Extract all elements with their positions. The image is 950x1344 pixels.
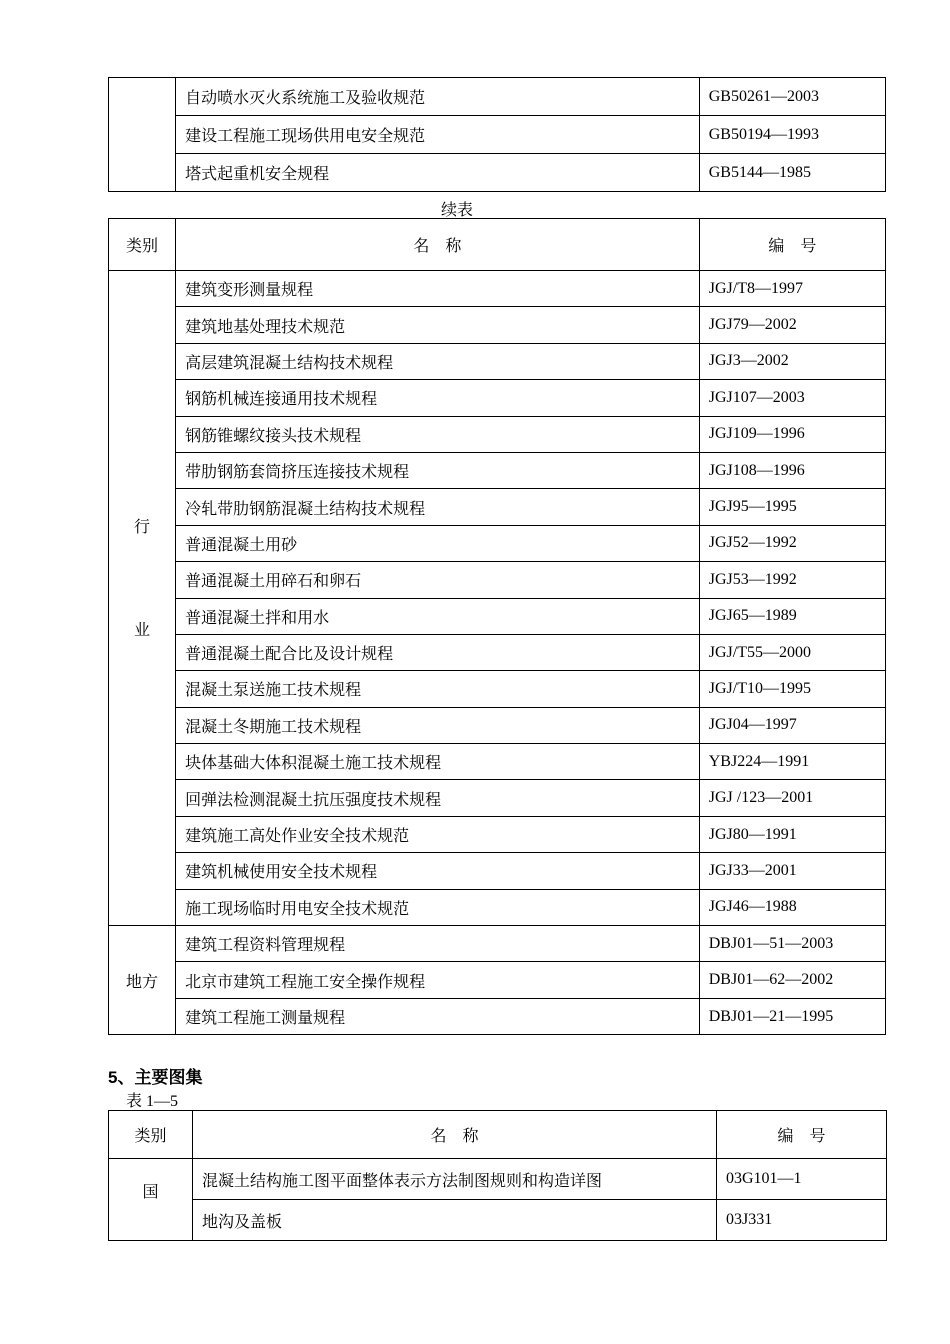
- standard-code: JGJ52—1992: [699, 525, 885, 561]
- standard-name: 带肋钢筋套筒挤压连接技术规程: [176, 452, 700, 488]
- standard-name: 回弹法检测混凝土抗压强度技术规程: [176, 780, 700, 816]
- standard-code: GB5144—1985: [699, 154, 885, 192]
- standard-code: JGJ65—1989: [699, 598, 885, 634]
- atlas-name: 地沟及盖板: [193, 1200, 717, 1241]
- standard-code: JGJ107—2003: [699, 380, 885, 416]
- category-industry-char-1: 行: [134, 519, 151, 536]
- standard-code: JGJ80—1991: [699, 816, 885, 852]
- table-row: [109, 671, 886, 707]
- standard-code: JGJ109—1996: [699, 416, 885, 452]
- header-code: 编 号: [717, 1111, 887, 1159]
- standard-code: DBJ01—51—2003: [699, 926, 885, 962]
- standard-name: 冷轧带肋钢筋混凝土结构技术规程: [176, 489, 700, 525]
- atlas-code: 03G101—1: [717, 1159, 887, 1200]
- table-row: [109, 154, 886, 192]
- atlas-table: [108, 1110, 887, 1241]
- category-industry: [109, 271, 176, 926]
- standard-name: 建筑工程施工测量规程: [176, 998, 700, 1034]
- standard-code: JGJ04—1997: [699, 707, 885, 743]
- standard-code: JGJ79—2002: [699, 307, 885, 343]
- standard-code: JGJ53—1992: [699, 562, 885, 598]
- category-national: 国: [109, 1159, 193, 1241]
- table-row: [109, 343, 886, 379]
- standard-name: 钢筋锥螺纹接头技术规程: [176, 416, 700, 452]
- header-code: 编 号: [699, 219, 885, 271]
- standard-name: 混凝土泵送施工技术规程: [176, 671, 700, 707]
- table-row: [109, 598, 886, 634]
- table-row: [109, 78, 886, 116]
- standard-name: 高层建筑混凝土结构技术规程: [176, 343, 700, 379]
- standard-name: 建筑施工高处作业安全技术规范: [176, 816, 700, 852]
- table-caption: 表 1—5: [126, 1093, 179, 1110]
- standard-name: 塔式起重机安全规程: [176, 154, 700, 192]
- standard-name: 北京市建筑工程施工安全操作规程: [176, 962, 700, 998]
- standards-table-main: [108, 218, 886, 1035]
- standard-code: JGJ/T8—1997: [699, 271, 885, 307]
- table-row: [109, 780, 886, 816]
- standard-name: 建筑变形测量规程: [176, 271, 700, 307]
- table-row: [109, 853, 886, 889]
- category-cell: [109, 78, 176, 192]
- continued-caption: 续表: [440, 202, 473, 219]
- table-row: [109, 489, 886, 525]
- table-row: [109, 1200, 887, 1241]
- table-row: [109, 998, 886, 1034]
- standard-code: GB50261—2003: [699, 78, 885, 116]
- table-row: [109, 525, 886, 561]
- standard-name: 建筑地基处理技术规范: [176, 307, 700, 343]
- table-row: [109, 634, 886, 670]
- standard-code: YBJ224—1991: [699, 744, 885, 780]
- standard-code: JGJ46—1988: [699, 889, 885, 925]
- table-header-row: [109, 219, 886, 271]
- table-row: [109, 1159, 887, 1200]
- standard-code: JGJ/T55—2000: [699, 634, 885, 670]
- table-row: [109, 307, 886, 343]
- standard-name: 自动喷水灭火系统施工及验收规范: [176, 78, 700, 116]
- table-row: [109, 707, 886, 743]
- category-local: 地方: [109, 926, 176, 1035]
- standard-name: 普通混凝土配合比及设计规程: [176, 634, 700, 670]
- category-industry-char-2: 业: [134, 622, 151, 639]
- table-row: [109, 271, 886, 307]
- atlas-code: 03J331: [717, 1200, 887, 1241]
- section-title: 5、主要图集: [108, 1068, 203, 1087]
- standard-name: 块体基础大体积混凝土施工技术规程: [176, 744, 700, 780]
- standard-code: JGJ108—1996: [699, 452, 885, 488]
- standard-name: 建设工程施工现场供用电安全规范: [176, 116, 700, 154]
- standard-code: DBJ01—21—1995: [699, 998, 885, 1034]
- table-row: [109, 816, 886, 852]
- standard-name: 施工现场临时用电安全技术规范: [176, 889, 700, 925]
- table-row: [109, 416, 886, 452]
- standard-name: 钢筋机械连接通用技术规程: [176, 380, 700, 416]
- standard-code: JGJ95—1995: [699, 489, 885, 525]
- table-row: [109, 889, 886, 925]
- table-header-row: [109, 1111, 887, 1159]
- atlas-name: 混凝土结构施工图平面整体表示方法制图规则和构造详图: [193, 1159, 717, 1200]
- standard-name: 普通混凝土用砂: [176, 525, 700, 561]
- standard-name: 建筑机械使用安全技术规程: [176, 853, 700, 889]
- standard-code: JGJ33—2001: [699, 853, 885, 889]
- standard-name: 混凝土冬期施工技术规程: [176, 707, 700, 743]
- standard-name: 普通混凝土用碎石和卵石: [176, 562, 700, 598]
- header-category: 类别: [109, 1111, 193, 1159]
- standard-code: JGJ/T10—1995: [699, 671, 885, 707]
- standards-table-top: [108, 77, 886, 192]
- table-row: [109, 744, 886, 780]
- standard-code: GB50194—1993: [699, 116, 885, 154]
- standard-code: JGJ /123—2001: [699, 780, 885, 816]
- header-name: 名 称: [193, 1111, 717, 1159]
- header-category: 类别: [109, 219, 176, 271]
- header-name: 名 称: [176, 219, 700, 271]
- standard-name: 普通混凝土拌和用水: [176, 598, 700, 634]
- standard-code: JGJ3—2002: [699, 343, 885, 379]
- table-row: [109, 562, 886, 598]
- standard-name: 建筑工程资料管理规程: [176, 926, 700, 962]
- table-row: [109, 962, 886, 998]
- standard-code: DBJ01—62—2002: [699, 962, 885, 998]
- table-row: [109, 926, 886, 962]
- table-row: [109, 380, 886, 416]
- table-row: [109, 452, 886, 488]
- table-row: [109, 116, 886, 154]
